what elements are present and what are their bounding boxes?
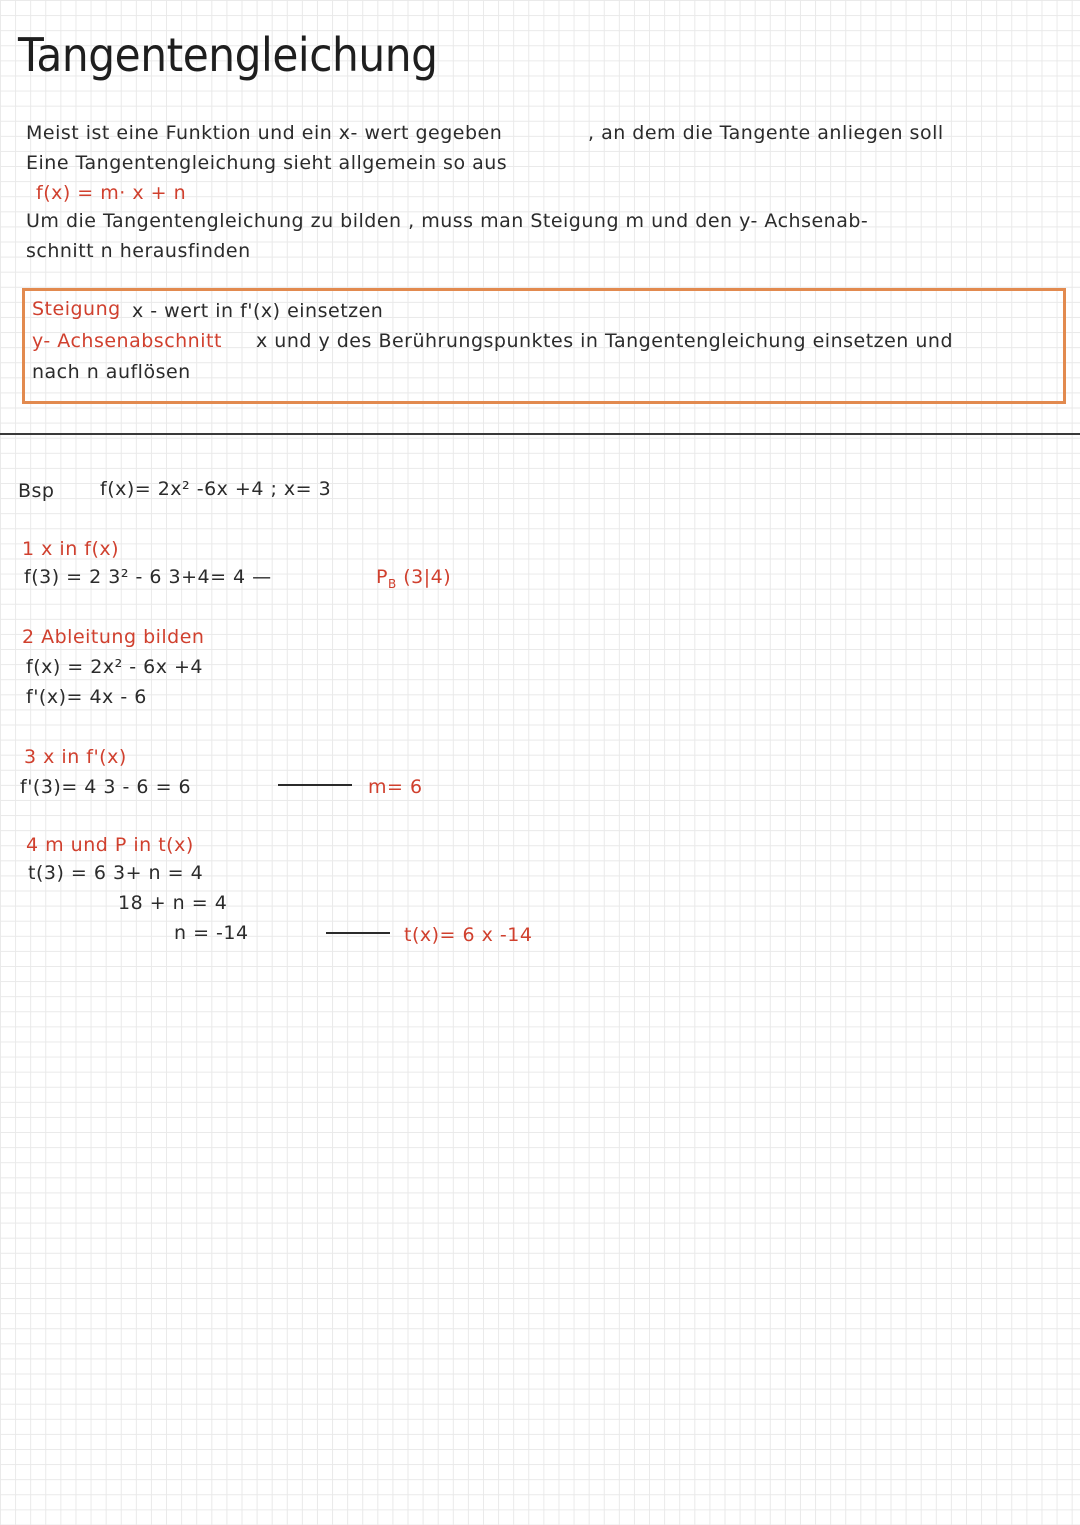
example-function: f(x)= 2x² -6x +4 ; x= 3 — [100, 478, 332, 500]
intro-line-4: schnitt n herausfinden — [26, 240, 251, 262]
step4-line-3: n = -14 — [174, 922, 249, 944]
point-prefix: P — [376, 566, 388, 588]
step3-arrow-dash — [278, 784, 352, 786]
intro-line-3: Um die Tangentengleichung zu bilden , muss man Steigung m und den y- Achsenab- — [26, 210, 869, 232]
general-formula: f(x) = m· x + n — [36, 182, 187, 204]
section-divider — [0, 433, 1080, 435]
step3-calc: f'(3)= 4 3 - 6 = 6 — [20, 776, 192, 798]
page-title: Tangentengleichung — [18, 28, 438, 82]
intro-line-2: Eine Tangentengleichung sieht allgemein so aus — [26, 152, 508, 174]
rule-text-steigung: x - wert in f'(x) einsetzen — [132, 300, 384, 322]
step4-line-1: t(3) = 6 3+ n = 4 — [28, 862, 204, 884]
intro-line-1b: , an dem die Tangente anliegen soll — [588, 122, 944, 144]
rule-text-achsenabschnitt: x und y des Berührungspunktes in Tangentengleichung einsetzen und — [256, 330, 954, 352]
point-coords: (3|4) — [403, 566, 452, 588]
rule-text-aufloesen: nach n auflösen — [32, 361, 191, 383]
step1-calc: f(3) = 2 3² - 6 3+4= 4 — — [24, 566, 272, 588]
step4-heading: 4 m und P in t(x) — [26, 834, 194, 856]
rule-term-steigung: Steigung — [32, 298, 121, 320]
step1-heading: 1 x in f(x) — [22, 538, 120, 560]
tangent-result: t(x)= 6 x -14 — [404, 924, 533, 946]
point-subscript: B — [387, 577, 397, 591]
step2-line-2: f'(x)= 4x - 6 — [26, 686, 147, 708]
example-label: Bsp — [18, 480, 55, 502]
step2-line-1: f(x) = 2x² - 6x +4 — [26, 656, 204, 678]
rule-term-achsenabschnitt: y- Achsenabschnitt — [32, 330, 222, 352]
slope-result: m= 6 — [368, 776, 423, 798]
step4-line-2: 18 + n = 4 — [118, 892, 228, 914]
step2-heading: 2 Ableitung bilden — [22, 626, 205, 648]
step4-arrow-dash — [326, 932, 390, 934]
step3-heading: 3 x in f'(x) — [24, 746, 127, 768]
intro-line-1a: Meist ist eine Funktion und ein x- wert gegeben — [26, 122, 503, 144]
point-of-tangency — [376, 568, 451, 590]
